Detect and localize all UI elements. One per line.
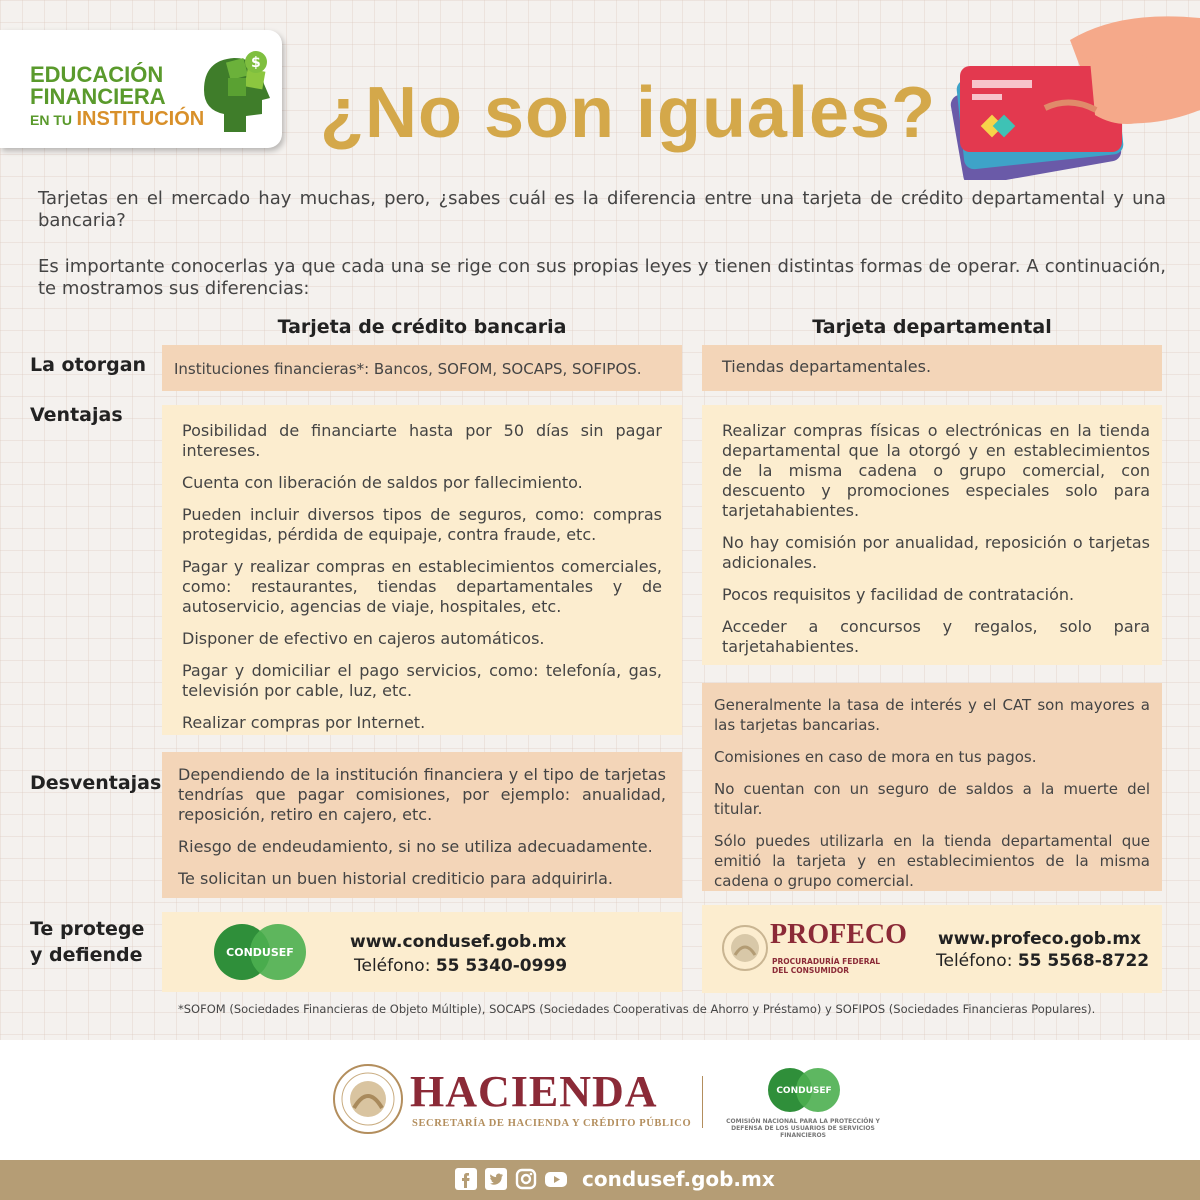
profeco-contact-box	[702, 905, 1162, 993]
profeco-phone	[936, 951, 1149, 971]
list-item: Pueden incluir diversos tipos de seguros, como: compras protegidas, pérdida de equipaje, contra fraude, etc.	[182, 505, 662, 544]
condusef-website-link[interactable]: www.condusef.gob.mx	[350, 932, 567, 952]
ventajas-bank-box	[162, 405, 682, 735]
row-label-protege	[30, 916, 144, 968]
head-puzzle-icon	[194, 48, 274, 132]
column-header-bank: Tarjeta de crédito bancaria	[277, 316, 567, 338]
list-item: No cuentan con un seguro de saldos a la muerte del titular.	[714, 780, 1150, 818]
profeco-sub2: DEL CONSUMIDOR	[772, 966, 850, 975]
footer-condusef-logo	[762, 1066, 846, 1114]
row-label-desventajas: Desventajas	[30, 772, 162, 794]
condusef-phone-label: Teléfono:	[354, 956, 431, 976]
condusef-phone	[354, 956, 567, 976]
hacienda-logo: HACIENDA	[410, 1067, 658, 1116]
list-item: Generalmente la tasa de interés y el CAT son mayores a las tarjetas bancarias.	[714, 696, 1150, 734]
ventajas-dept-box	[702, 405, 1162, 665]
footer-divider	[702, 1076, 703, 1128]
otorgan-dept-text: Tiendas departamentales.	[722, 357, 932, 376]
list-item: No hay comisión por anualidad, reposición o tarjetas adicionales.	[722, 533, 1150, 572]
footer-website-link[interactable]: condusef.gob.mx	[582, 1167, 775, 1191]
row-label-protege-line2: y defiende	[30, 944, 143, 966]
logo-line2: FINANCIERA	[30, 84, 166, 109]
condusef-contact-box	[162, 912, 682, 992]
list-item: Acceder a concursos y regalos, solo para tarjetahabientes.	[722, 617, 1150, 656]
desventajas-dept-box	[702, 683, 1162, 891]
list-item: Posibilidad de financiarte hasta por 50 días sin pagar intereses.	[182, 421, 662, 460]
footer-condusef-subtitle: COMISIÓN NACIONAL PARA LA PROTECCIÓN Y DEFENSA DE LOS USUARIOS DE SERVICIOS FINANCIEROS	[726, 1118, 880, 1139]
profeco-phone-label: Teléfono:	[936, 951, 1013, 971]
row-label-otorgan: La otorgan	[30, 354, 147, 376]
profeco-phone-number: 55 5568-8722	[1017, 951, 1150, 971]
list-item: Realizar compras físicas o electrónicas en la tienda departamental que la otorgó y en establecimientos de la misma cadena o grupo comercial, con descuento y promociones especiales solo para tarjetahabientes.	[722, 421, 1150, 520]
desventajas-bank-box	[162, 752, 682, 898]
mexico-coat-of-arms-icon	[330, 1058, 406, 1140]
footnote: *SOFOM (Sociedades Financieras de Objeto Múltiple), SOCAPS (Sociedades Cooperativas de Ahorro y Préstamo) y SOFIPOS (Sociedades Financieras Populares).	[178, 1002, 1096, 1016]
list-item: Dependiendo de la institución financiera y el tipo de tarjetas tendrías que pagar comisiones, por ejemplo: anualidad, reposición, retiro en cajero, etc.	[178, 765, 666, 824]
logo-line3b: INSTITUCIÓN	[76, 108, 205, 130]
condusef-phone-number: 55 5340-0999	[435, 956, 568, 976]
footer-logos	[0, 1040, 1200, 1160]
logo-line1: EDUCACIÓN	[30, 62, 164, 87]
footer-condusef-logo-text: CONDUSEF	[776, 1086, 832, 1096]
list-item: Realizar compras por Internet.	[182, 713, 426, 732]
list-item: Riesgo de endeudamiento, si no se utiliza adecuadamente.	[178, 837, 653, 856]
column-header-dept: Tarjeta departamental	[812, 316, 1052, 338]
list-item: Comisiones en caso de mora en tus pagos.	[714, 748, 1037, 766]
hacienda-subtitle: SECRETARÍA DE HACIENDA Y CRÉDITO PÚBLICO	[412, 1118, 692, 1129]
list-item: Pagar y domiciliar el pago servicios, como: telefonía, gas, televisión por cable, luz, etc.	[182, 661, 662, 700]
condusef-logo	[210, 922, 310, 982]
twitter-icon[interactable]	[485, 1168, 507, 1190]
educacion-financiera-logo	[0, 30, 282, 148]
hand-holding-cards-icon	[920, 0, 1200, 180]
list-item: Te solicitan un buen historial crediticio para adquirirla.	[178, 869, 613, 888]
intro-paragraph-1: Tarjetas en el mercado hay muchas, pero, ¿sabes cuál es la diferencia entre una tarjeta de crédito departamental y una bancaria?	[38, 188, 1166, 231]
list-item: Cuenta con liberación de saldos por fallecimiento.	[182, 473, 583, 492]
list-item: Pocos requisitos y facilidad de contratación.	[722, 585, 1075, 604]
youtube-icon[interactable]	[545, 1168, 567, 1190]
facebook-icon[interactable]	[455, 1168, 477, 1190]
list-item: Pagar y realizar compras en establecimientos comerciales, como: restaurantes, tiendas departamentales y de autoservicio, agencias de viaje, hospitales, etc.	[182, 557, 662, 616]
otorgan-dept-box	[702, 345, 1162, 391]
logo-line3a: EN TU	[30, 112, 72, 128]
intro-paragraph-2: Es importante conocerlas ya que cada una se rige con sus propias leyes y tienen distintas formas de operar. A continuación, te mostramos sus diferencias:	[38, 256, 1166, 299]
list-item: Disponer de efectivo en cajeros automáticos.	[182, 629, 545, 648]
profeco-logo: PROFECO	[770, 919, 907, 950]
profeco-sub1: PROCURADURÍA FEDERAL	[772, 957, 881, 966]
footer-bar	[0, 1160, 1200, 1200]
profeco-website-link[interactable]: www.profeco.gob.mx	[938, 929, 1142, 949]
otorgan-bank-box	[162, 345, 682, 391]
row-label-ventajas: Ventajas	[30, 404, 123, 426]
svg-text:$: $	[251, 55, 261, 71]
otorgan-bank-text: Instituciones financieras*: Bancos, SOFOM, SOCAPS, SOFIPOS.	[174, 360, 642, 378]
social-icons	[455, 1168, 567, 1190]
row-label-protege-line1: Te protege	[30, 918, 145, 940]
page-title: ¿No son iguales?	[320, 73, 937, 153]
condusef-logo-text: CONDUSEF	[226, 946, 294, 959]
mexico-eagle-emblem-icon	[720, 919, 770, 977]
list-item: Sólo puedes utilizarla en la tienda departamental que emitió la tarjeta y en establecimientos de la misma cadena o grupo comercial.	[714, 832, 1150, 890]
profeco-subtitle	[772, 957, 882, 975]
instagram-icon[interactable]	[515, 1168, 537, 1190]
